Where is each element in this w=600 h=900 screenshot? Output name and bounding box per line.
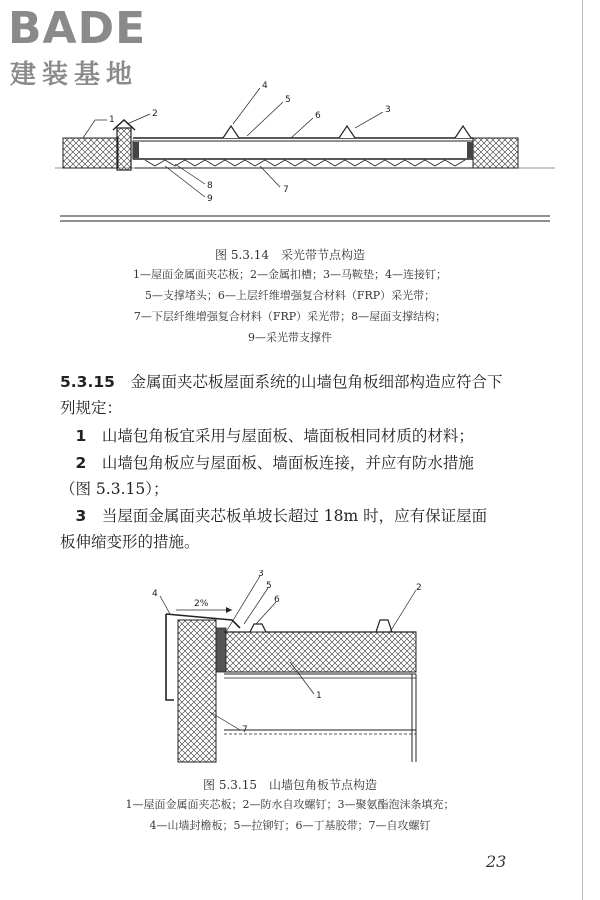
item-number: 2 xyxy=(75,454,87,472)
item-text-cont: （图 5.3.15）； xyxy=(60,480,169,498)
item-text: 山墙包角板应与屋面板、墙面板连接，并应有防水措施 xyxy=(101,454,474,472)
fig1-label-4: 4 xyxy=(262,81,268,91)
item-text-cont: 板伸缩变形的措施。 xyxy=(60,533,200,551)
legend-line: 9—采光带支撑件 xyxy=(248,331,332,344)
clause-item-1 xyxy=(60,423,540,449)
fig1-label-7: 7 xyxy=(283,185,289,195)
item-number: 3 xyxy=(75,507,87,525)
fig1-label-8: 8 xyxy=(207,181,213,191)
page-number: 23 xyxy=(486,852,507,871)
logo-subtitle: 建装基地 xyxy=(10,60,139,90)
item-text: 山墙包角板宜采用与屋面板、墙面板相同材质的材料； xyxy=(101,427,474,445)
fig2-label-1: 1 xyxy=(316,691,322,701)
page-edge xyxy=(582,0,583,900)
fig2-label-7: 7 xyxy=(242,725,248,735)
legend-line: 5—支撑堵头；6—上层纤维增强复合材料（FRP）采光带； xyxy=(144,289,436,302)
figure-5-3-15-title: 图 5.3.15 山墙包角板节点构造 xyxy=(203,778,377,792)
fig2-label-3: 3 xyxy=(258,570,264,579)
fig2-label-6: 6 xyxy=(274,595,280,605)
fig2-label-4: 4 xyxy=(152,589,158,599)
figure-5-3-14-legend xyxy=(0,264,580,348)
legend-line: 7—下层纤维增强复合材料（FRP）采光带；8—屋面支撑结构； xyxy=(133,310,447,323)
figure-5-3-14-title: 图 5.3.14 采光带节点构造 xyxy=(215,248,365,262)
fig2-label-5: 5 xyxy=(266,581,272,591)
fig1-label-3: 3 xyxy=(385,105,391,115)
fig1-label-6: 6 xyxy=(315,111,321,121)
legend-line: 1—屋面金属面夹芯板；2—防水自攻螺钉；3—聚氨酯泡沫条填充； xyxy=(125,798,455,811)
fig1-label-2: 2 xyxy=(152,109,158,119)
clause-number: 5.3.15 xyxy=(60,373,115,391)
item-text: 当屋面金属面夹芯板单坡长超过 18m 时，应有保证屋面 xyxy=(101,507,488,525)
clause-text: 金属面夹芯板屋面系统的山墙包角板细部构造应符合下 xyxy=(130,373,503,391)
fig1-label-5: 5 xyxy=(285,95,291,105)
legend-line: 1—屋面金属面夹芯板；2—金属扣槽；3—马鞍垫；4—连接钉； xyxy=(133,268,447,281)
clause-5-3-15 xyxy=(60,369,540,421)
figure-5-3-15-drawing xyxy=(140,570,460,770)
figure-5-3-14-drawing xyxy=(55,80,555,235)
clause-item-2 xyxy=(60,450,540,502)
clause-text-cont: 列规定： xyxy=(60,399,123,417)
fig2-slope-label: 2% xyxy=(194,599,209,609)
figure-5-3-15-legend xyxy=(0,794,580,836)
item-number: 1 xyxy=(75,427,87,445)
fig2-label-2: 2 xyxy=(416,583,422,593)
fig1-label-9: 9 xyxy=(207,194,213,204)
clause-item-3 xyxy=(60,503,540,555)
fig1-label-1: 1 xyxy=(109,115,115,125)
logo-word: BADE xyxy=(8,3,147,54)
legend-line: 4—山墙封檐板；5—拉铆钉；6—丁基胶带；7—自攻螺钉 xyxy=(149,819,431,832)
